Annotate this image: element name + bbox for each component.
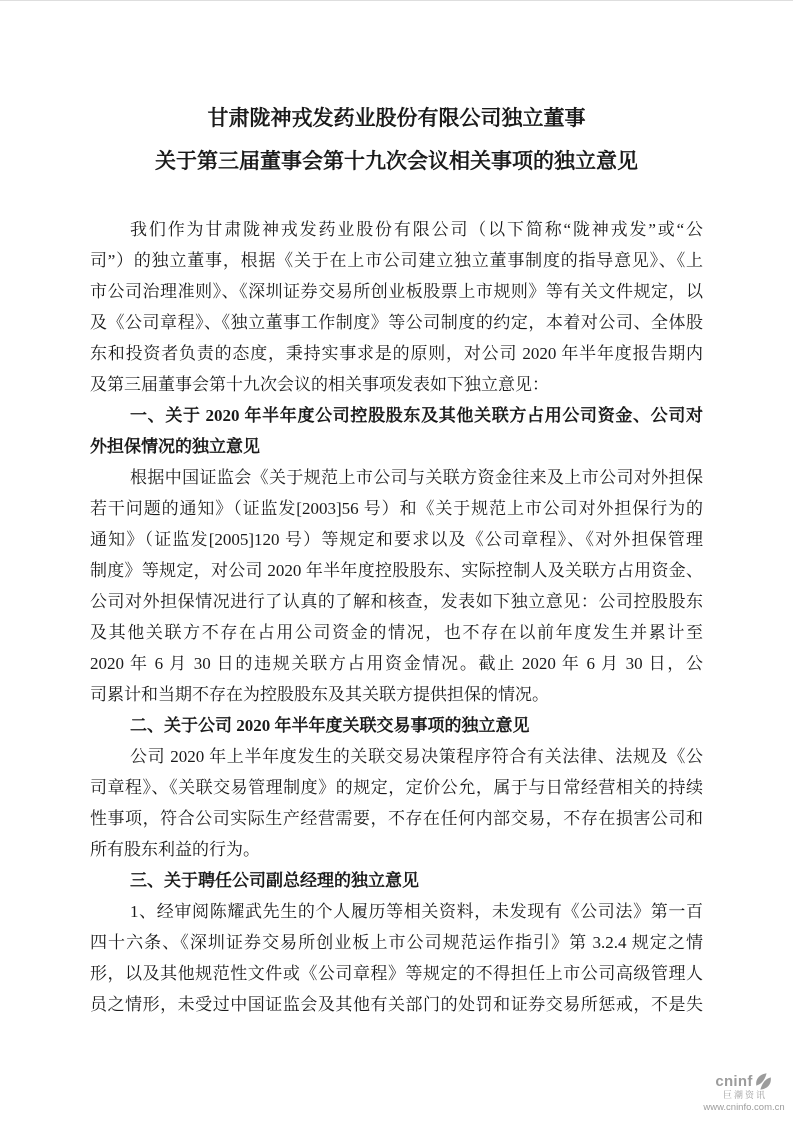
text-line: 我们作为甘肃陇神戎发药业股份有限公司（以下简称“陇神戎发”或“公 [130, 220, 703, 239]
heading-block [90, 865, 703, 896]
paragraph-block [90, 214, 703, 400]
heading-block [90, 400, 703, 462]
text-line: 性事项，符合公司实际生产经营需要，不存在任何内部交易，不存在损害公司和 [90, 809, 703, 828]
heading-block [90, 710, 703, 741]
paragraph-block [90, 462, 703, 710]
document-title [90, 97, 703, 183]
text-line: 及第三届董事会第十九次会议的相关事项发表如下独立意见： [90, 375, 549, 394]
text-line: 市公司治理准则》、《深圳证券交易所创业板股票上市规则》等有关文件规定，以 [90, 282, 703, 301]
text-line: 员之情形，未受过中国证监会及其他有关部门的处罚和证券交易所惩戒，不是失 [90, 995, 703, 1014]
text-line: 1、经审阅陈耀武先生的个人履历等相关资料，未发现有《公司法》第一百 [130, 902, 703, 921]
text-line: 形，以及其他规范性文件或《公司章程》等规定的不得担任上市公司高级管理人 [90, 964, 703, 983]
text-line: 四十六条、《深圳证券交易所创业板上市公司规范运作指引》第 3.2.4 规定之情 [90, 933, 703, 952]
text-line: 2020 年 6 月 30 日的违规关联方占用资金情况。截止 2020 年 6 月 30 日，公 [90, 654, 703, 673]
text-line: 及其他关联方不存在占用公司资金的情况，也不存在以前年度发生并累计至 [90, 623, 703, 642]
cninfo-swirl-icon [754, 1073, 773, 1090]
text-line: 根据中国证监会《关于规范上市公司与关联方资金往来及上市公司对外担保 [130, 468, 703, 487]
text-line: 若干问题的通知》（证监发[2003]56 号）和《关于规范上市公司对外担保行为的 [90, 499, 703, 518]
text-line: 外担保情况的独立意见 [90, 437, 260, 456]
cninfo-logo [698, 1073, 790, 1114]
text-line: 公司 2020 年上半年度发生的关联交易决策程序符合有关法律、法规及《公 [130, 747, 703, 766]
paragraph-block [90, 741, 703, 865]
text-line: 一、关于 2020 年半年度公司控股股东及其他关联方占用公司资金、公司对 [130, 406, 703, 425]
text-line: 司章程》、《关联交易管理制度》的规定，定价公允，属于与日常经营相关的持续 [90, 778, 703, 797]
text-line: 制度》等规定，对公司 2020 年半年度控股股东、实际控制人及关联方占用资金、 [90, 561, 703, 580]
document-body [90, 97, 703, 1020]
text-line: 二、关于公司 2020 年半年度关联交易事项的独立意见 [130, 716, 530, 735]
paragraph-block [90, 896, 703, 1020]
cninfo-brand-cn: 巨潮资讯 [722, 1090, 767, 1100]
text-line: 通知》（证监发[2005]120 号）等规定和要求以及《公司章程》、《对外担保管理 [90, 530, 703, 549]
text-line: 三、关于聘任公司副总经理的独立意见 [130, 871, 419, 890]
text-line: 司累计和当期不存在为控股股东及其关联方提供担保的情况。 [90, 685, 549, 704]
text-line: 所有股东利益的行为。 [90, 840, 260, 859]
cninfo-url: www.cninfo.com.cn [703, 1102, 785, 1113]
text-line: 及《公司章程》、《独立董事工作制度》等公司制度的约定，本着对公司、全体股 [90, 313, 703, 332]
cninfo-brand-row [698, 1073, 790, 1090]
cninfo-brand: cninf [715, 1073, 753, 1090]
text-line: 司”）的独立董事，根据《关于在上市公司建立独立董事制度的指导意见》、《上 [90, 251, 703, 270]
text-line: 公司对外担保情况进行了认真的了解和核查，发表如下独立意见：公司控股股东 [90, 592, 703, 611]
title-line: 甘肃陇神戎发药业股份有限公司独立董事 [207, 106, 586, 130]
text-line: 东和投资者负责的态度，秉持实事求是的原则，对公司 2020 年半年度报告期内 [90, 344, 703, 363]
title-line: 关于第三届董事会第十九次会议相关事项的独立意见 [155, 149, 638, 173]
